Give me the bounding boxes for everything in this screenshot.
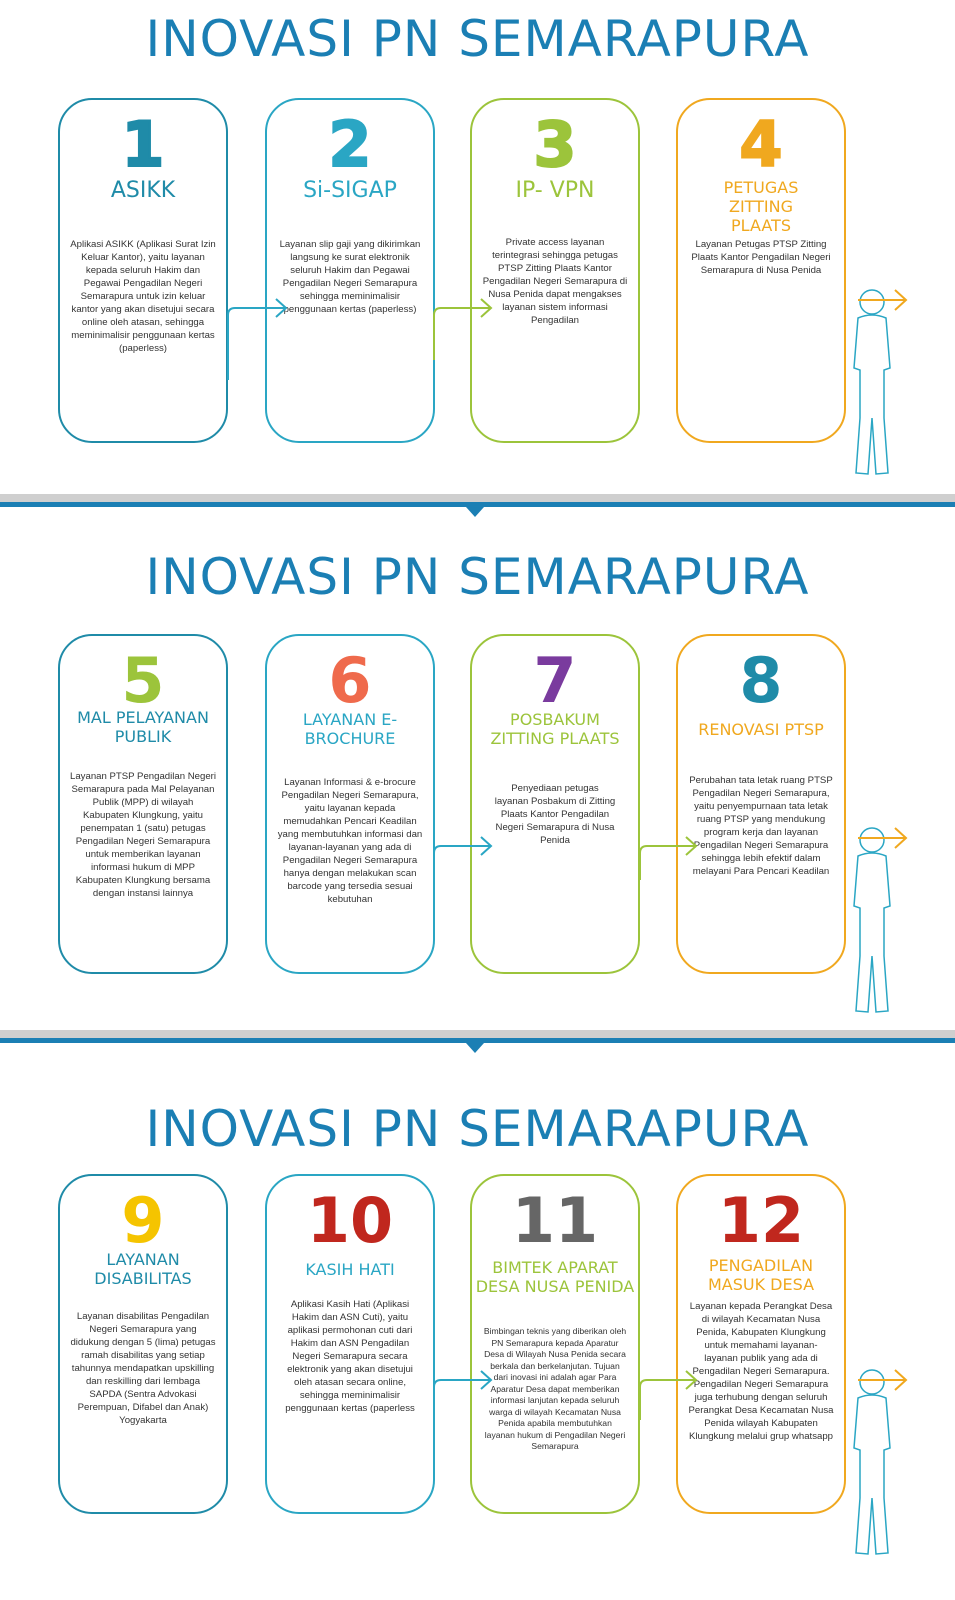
- card-number: 1: [121, 108, 165, 181]
- person-silhouette-icon: [854, 828, 890, 1012]
- card-title: RENOVASI PTSP: [698, 720, 824, 739]
- card-title: PENGADILAN MASUK DESA: [707, 1256, 815, 1294]
- card-title: ASIKK: [110, 178, 176, 203]
- card-number: 5: [121, 644, 165, 717]
- card-body: Layanan Petugas PTSP Zitting Plaats Kantor Pengadilan Negeri Semarapura di Nusa Penida: [691, 239, 831, 276]
- card-title: BIMTEK APARAT DESA NUSA PENIDA: [475, 1258, 635, 1296]
- card-number: 8: [739, 644, 783, 717]
- card-number: 2: [328, 108, 372, 181]
- card-body: Perubahan tata letak ruang PTSP Pengadilan Negeri Semarapura, yaitu penyempurnaan tata letak ruang PTSP yang mendukung program kerja dan layanan Pengadilan Negeri Semarapura sehingga lebih efektif dalam melayani Para Pencari Keadilan: [689, 775, 833, 877]
- card-title: KASIH HATI: [305, 1260, 395, 1279]
- card-body: Aplikasi ASIKK (Aplikasi Surat Izin Keluar Kantor), yaitu layanan kepada seluruh Hakim dan Pegawai Pengadilan Negeri Semarapura untuk izin keluar kantor yang akan disetujui secara online oleh atasan, sehingga meminimalisir penggunaan kertas (paperless): [70, 239, 216, 354]
- card-body: Layanan slip gaji yang dikirimkan langsung ke surat elektronik seluruh Hakim dan Pegawai Pengadilan Negeri Semarapura sehingga meminimalisir penggunaan kertas (paperless): [279, 239, 421, 315]
- arrow-connector: [640, 846, 695, 880]
- person-silhouette-icon: [854, 1370, 890, 1554]
- card-number: 4: [739, 108, 783, 181]
- card-body: Layanan PTSP Pengadilan Negeri Semarapura pada Mal Pelayanan Publik (MPP) di wilayah Kabupaten Klungkung, yaitu penempatan 1 (satu) petugas Pengadilan Negeri Semarapura untuk memberikan layanan informasi hukum di MPP Kabupaten Klungkung bersama dengan instansi lainnya: [70, 771, 216, 899]
- card-title: LAYANAN DISABILITAS: [94, 1250, 192, 1288]
- card-body: Bimbingan teknis yang diberikan oleh PN Semarapura kepada Aparatur Desa di Wilayah Nusa Penida secara berkala dan berkelanjutan. Tujuan dari inovasi ini adalah agar Para Aparatur Desa dapat memberikan informasi lanjutan kepada seluruh warga di wilayah Kecamatan Nusa Penida apabila membutuhkan layanan hukum di Pengadilan Negeri Semarapura: [483, 1326, 627, 1451]
- arrow-connector: [228, 308, 285, 380]
- arrow-connector: [640, 1380, 695, 1420]
- card-title: Si-SIGAP: [303, 178, 397, 203]
- card-number: 3: [533, 108, 577, 181]
- card-number: 9: [121, 1184, 165, 1257]
- arrow-connector: [434, 1380, 490, 1420]
- card-body: Layanan disabilitas Pengadilan Negeri Semarapura yang didukung dengan 5 (lima) petugas ramah disabilitas yang setiap tahunnya mendapatkan upskilling dan reskilling dari lembaga SAPDA (Sentra Advokasi Perempuan, Difabel dan Anak) Yogyakarta: [70, 1311, 216, 1426]
- section-title: INOVASI PN SEMARAPURA: [145, 548, 810, 606]
- card-body: Layanan Informasi & e-brocure Pengadilan Negeri Semarapura, yaitu layanan kepada memudahkan Pencari Keadilan yang membutuhkan informasi dan layanan-layanan yang ada di Pengadilan Negeri Semarapura hanya dengan melakukan scan barcode yang tersedia sesuai kebutuhan: [277, 777, 423, 905]
- card-title: IP- VPN: [515, 178, 595, 203]
- card-title: LAYANAN E-BROCHURE: [302, 710, 398, 748]
- card-body: Aplikasi Kasih Hati (Aplikasi Hakim dan ASN Cuti), yaitu aplikasi permohonan cuti dari Hakim dan ASN Pengadilan Negeri Semarapura secara elektronik yang akan disetujui oleh atasan secara online, sehingga meminimalisir penggunaan kertas (paperless: [285, 1299, 415, 1414]
- person-silhouette-icon: [854, 290, 890, 474]
- arrow-connector: [434, 846, 490, 880]
- section-title: INOVASI PN SEMARAPURA: [145, 1100, 810, 1158]
- section-title: INOVASI PN SEMARAPURA: [145, 10, 810, 68]
- card-title: MAL PELAYANAN PUBLIK: [77, 708, 209, 746]
- card-body: Layanan kepada Perangkat Desa di wilayah Kecamatan Nusa Penida, Kabupaten Klungkung untuk memahami layanan-layanan publik yang ada di Pengadilan Negeri Semarapura. Pengadilan Negeri Semarapura juga terhubung dengan seluruh Perangkat Desa Kecamatan Nusa Penida wilayah Kabupaten Klungkung melalui grup whatsapp: [688, 1301, 834, 1442]
- card-title: PETUGAS ZITTING PLAATS: [723, 178, 799, 235]
- card-number: 6: [328, 644, 372, 717]
- card-body: Private access layanan terintegrasi sehingga petugas PTSP Zitting Plaats Kantor Pengadilan Negeri Semarapura di Nusa Penida dapat mengakses layanan sistem informasi Pengadilan: [482, 237, 628, 326]
- card-number: 7: [533, 644, 577, 717]
- card-number: 12: [717, 1184, 805, 1257]
- card-body: Penyediaan petugas layanan Posbakum di Zitting Plaats Kantor Pengadilan Negeri Semarapura di Nusa Penida: [494, 783, 616, 846]
- card-number: 11: [511, 1184, 599, 1257]
- card-number: 10: [306, 1184, 394, 1257]
- card-title: POSBAKUM ZITTING PLAATS: [490, 710, 620, 748]
